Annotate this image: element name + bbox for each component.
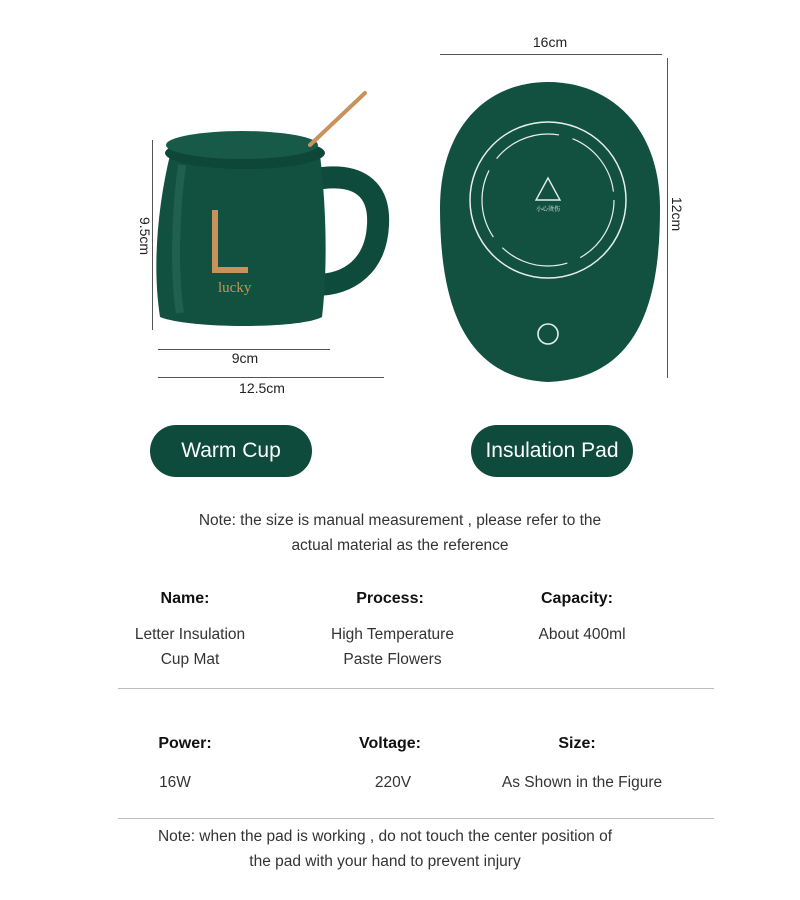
size-note (150, 508, 650, 558)
spec-voltage-value-1: 220V (374, 774, 412, 791)
spec-size-label: Size: (558, 735, 596, 752)
insulation-pad-button[interactable]: Insulation Pad (471, 425, 633, 477)
spec-process-value-1: High Temperature (331, 626, 454, 643)
cup-total-width-line (158, 377, 384, 378)
spec-process-value-2: Paste Flowers (343, 651, 442, 668)
safety-note (105, 824, 665, 874)
warm-cup-button[interactable]: Warm Cup (150, 425, 312, 477)
spec-name-value-2: Cup Mat (160, 651, 220, 668)
pad-height-label: 12cm (669, 196, 685, 232)
spec-name-value-1: Letter Insulation (134, 626, 246, 643)
safety-note-line-2: the pad with your hand to prevent injury (249, 853, 521, 870)
spec-capacity-value (497, 622, 667, 647)
spec-process-value (305, 622, 480, 672)
pad-warning-text: 小心烫伤 (535, 206, 561, 213)
size-note-line-2: actual material as the reference (291, 537, 509, 554)
spec-size-value (482, 770, 682, 795)
size-note-line-1: Note: the size is manual measurement , please refer to the (198, 512, 602, 529)
spec-capacity-label: Capacity: (540, 590, 614, 607)
divider-1 (118, 688, 714, 689)
cup-logo: lucky (218, 280, 252, 296)
cup-height-label: 9.5cm (137, 216, 153, 256)
pad-width-line (440, 54, 662, 55)
pad-width-label: 16cm (532, 34, 568, 50)
pad-height-line (667, 58, 668, 378)
spec-power-value (125, 770, 225, 795)
spec-voltage-label: Voltage: (359, 735, 421, 752)
spec-size-value-1: As Shown in the Figure (501, 774, 663, 791)
spec-name-value (105, 622, 275, 672)
mug-illustration (130, 85, 400, 335)
spec-process-label: Process: (356, 590, 424, 607)
pad-illustration (436, 78, 666, 388)
spec-capacity-value-1: About 400ml (538, 626, 626, 643)
spec-name-label: Name: (160, 590, 210, 607)
cup-width-label: 9cm (231, 350, 259, 366)
divider-2 (118, 818, 714, 819)
spec-power-value-1: 16W (159, 774, 191, 791)
spec-power-label: Power: (158, 735, 212, 752)
safety-note-line-1: Note: when the pad is working , do not touch the center position of (157, 828, 613, 845)
spec-voltage-value (343, 770, 443, 795)
cup-total-width-label: 12.5cm (239, 380, 285, 396)
